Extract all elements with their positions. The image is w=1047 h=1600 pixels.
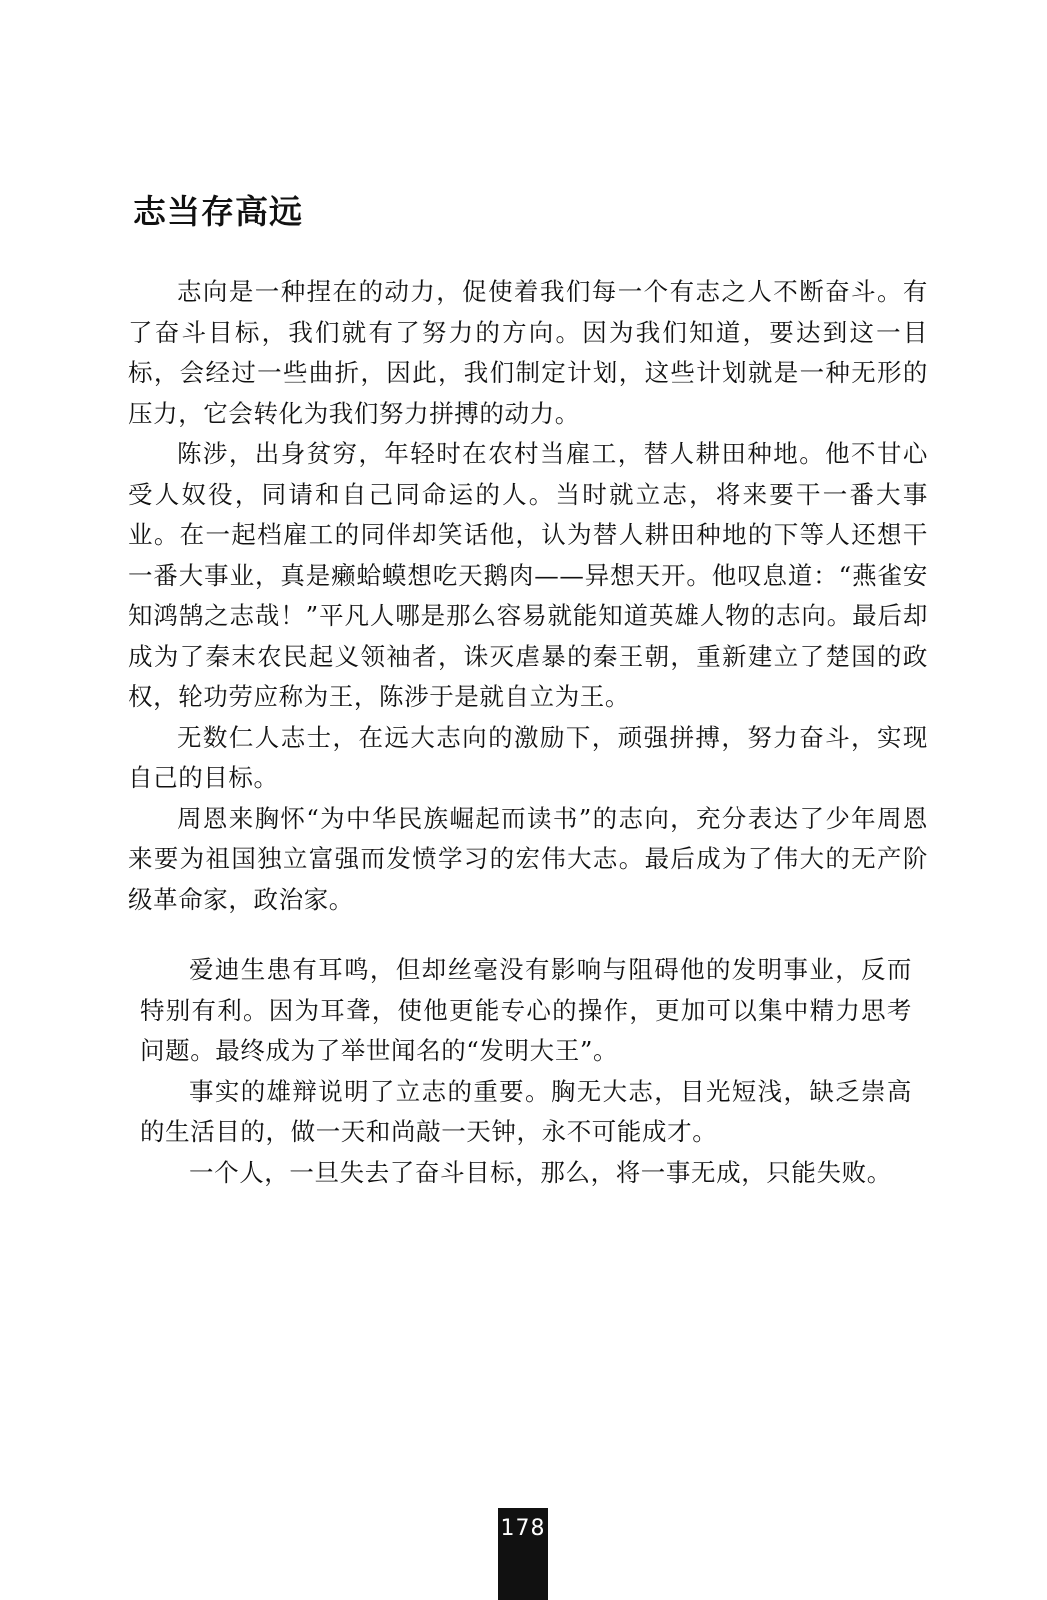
paragraph-conclusion: 一个人，一旦失去了奋斗目标，那么，将一事无成，只能失败。 — [189, 1157, 892, 1187]
page-number-tab — [498, 1508, 548, 1600]
body-text-shifted — [140, 950, 912, 1193]
page-number: 178 — [500, 1516, 546, 1541]
paragraph-importance: 事实的雄辩说明了立志的重要。胸无大志，目光短浅，缺乏崇高的生活目的，做一天和尚敲一天钟，永不可能成才。 — [140, 1076, 912, 1146]
paragraph-zhou-enlai: 周恩来胸怀“为中华民族崛起而读书”的志向，充分表达了少年周恩来要为祖国独立富强而发愤学习的宏伟大志。最后成为了伟大的无产阶级革命家，政治家。 — [128, 803, 928, 914]
paragraph-edison: 爱迪生患有耳鸣，但却丝毫没有影响与阻碍他的发明事业，反而特别有利。因为耳聋，使他更能专心的操作，更加可以集中精力思考问题。最终成为了举世闻名的“发明大王”。 — [140, 955, 912, 1065]
paragraph-heroes: 无数仁人志士，在远大志向的激励下，顽强拼搏，努力奋斗，实现自己的目标。 — [128, 722, 928, 792]
page-title: 志当存高远 — [133, 192, 303, 231]
paragraph-chen-she: 陈涉，出身贫穷，年轻时在农村当雇工，替人耕田种地。他不甘心受人奴役，同请和自己同命运的人。当时就立志，将来要干一番大事业。在一起档雇工的同伴却笑话他，认为替人耕田种地的下等人还想干一番大事业，真是癞蛤蟆想吃天鹅肉——异想天开。他叹息道：“燕雀安知鸿鹄之志哉！”平凡人哪是那么容易就能知道英雄人物的志向。最后却成为了秦末农民起义领袖者，诛灭虐暴的秦王朝，重新建立了楚国的政权，轮功劳应称为王，陈涉于是就自立为王。 — [128, 439, 928, 711]
body-text — [128, 272, 928, 920]
paragraph-intro: 志向是一种捏在的动力，促使着我们每一个有志之人不断奋斗。有了奋斗目标，我们就有了努力的方向。因为我们知道，要达到这一目标，会经过一些曲折，因此，我们制定计划，这些计划就是一种无形的压力，它会转化为我们努力拼搏的动力。 — [128, 277, 928, 428]
